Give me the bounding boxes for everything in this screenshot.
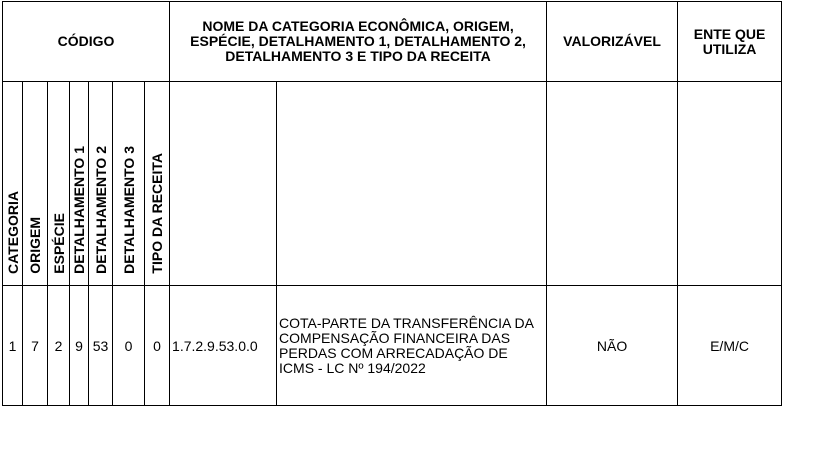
subheader-detalhamento-3: DETALHAMENTO 3 [113,82,145,286]
header-valorizavel: VALORIZÁVEL [547,2,678,82]
subheader-origem: ORIGEM [23,82,48,286]
header-ente-que-utiliza: ENTE QUE UTILIZA [678,2,782,82]
cell-detalhamento-3: 0 [113,286,145,406]
cell-detalhamento-2: 53 [89,286,113,406]
cell-valorizavel: NÃO [547,286,678,406]
empty-cell [277,82,547,286]
subheader-especie: ESPÉCIE [48,82,70,286]
cell-detalhamento-1: 9 [70,286,89,406]
cell-origem: 7 [23,286,48,406]
header-codigo: CÓDIGO [3,2,170,82]
header-nome-categoria: NOME DA CATEGORIA ECONÔMICA, ORIGEM, ESPÉCIE, DETALHAMENTO 1, DETALHAMENTO 2, DETALHAMENTO 3 E TIPO DA RECEITA [170,2,547,82]
cell-categoria: 1 [3,286,23,406]
cell-tipo-da-receita: 0 [145,286,170,406]
empty-cell [678,82,782,286]
subheader-categoria: CATEGORIA [3,82,23,286]
subheader-detalhamento-2: DETALHAMENTO 2 [89,82,113,286]
cell-especie: 2 [48,286,70,406]
empty-cell [547,82,678,286]
table-row [3,286,782,406]
cell-nome-receita: COTA-PARTE DA TRANSFERÊNCIA DA COMPENSAÇÃO FINANCEIRA DAS PERDAS COM ARRECADAÇÃO DE ICMS - LC Nº 194/2022 [277,286,547,406]
subheader-tipo-da-receita: TIPO DA RECEITA [145,82,170,286]
cell-ente-que-utiliza: E/M/C [678,286,782,406]
subheader-detalhamento-1: DETALHAMENTO 1 [70,82,89,286]
cell-codigo-completo: 1.7.2.9.53.0.0 [170,286,277,406]
revenue-classification-table [2,1,782,406]
empty-cell [170,82,277,286]
